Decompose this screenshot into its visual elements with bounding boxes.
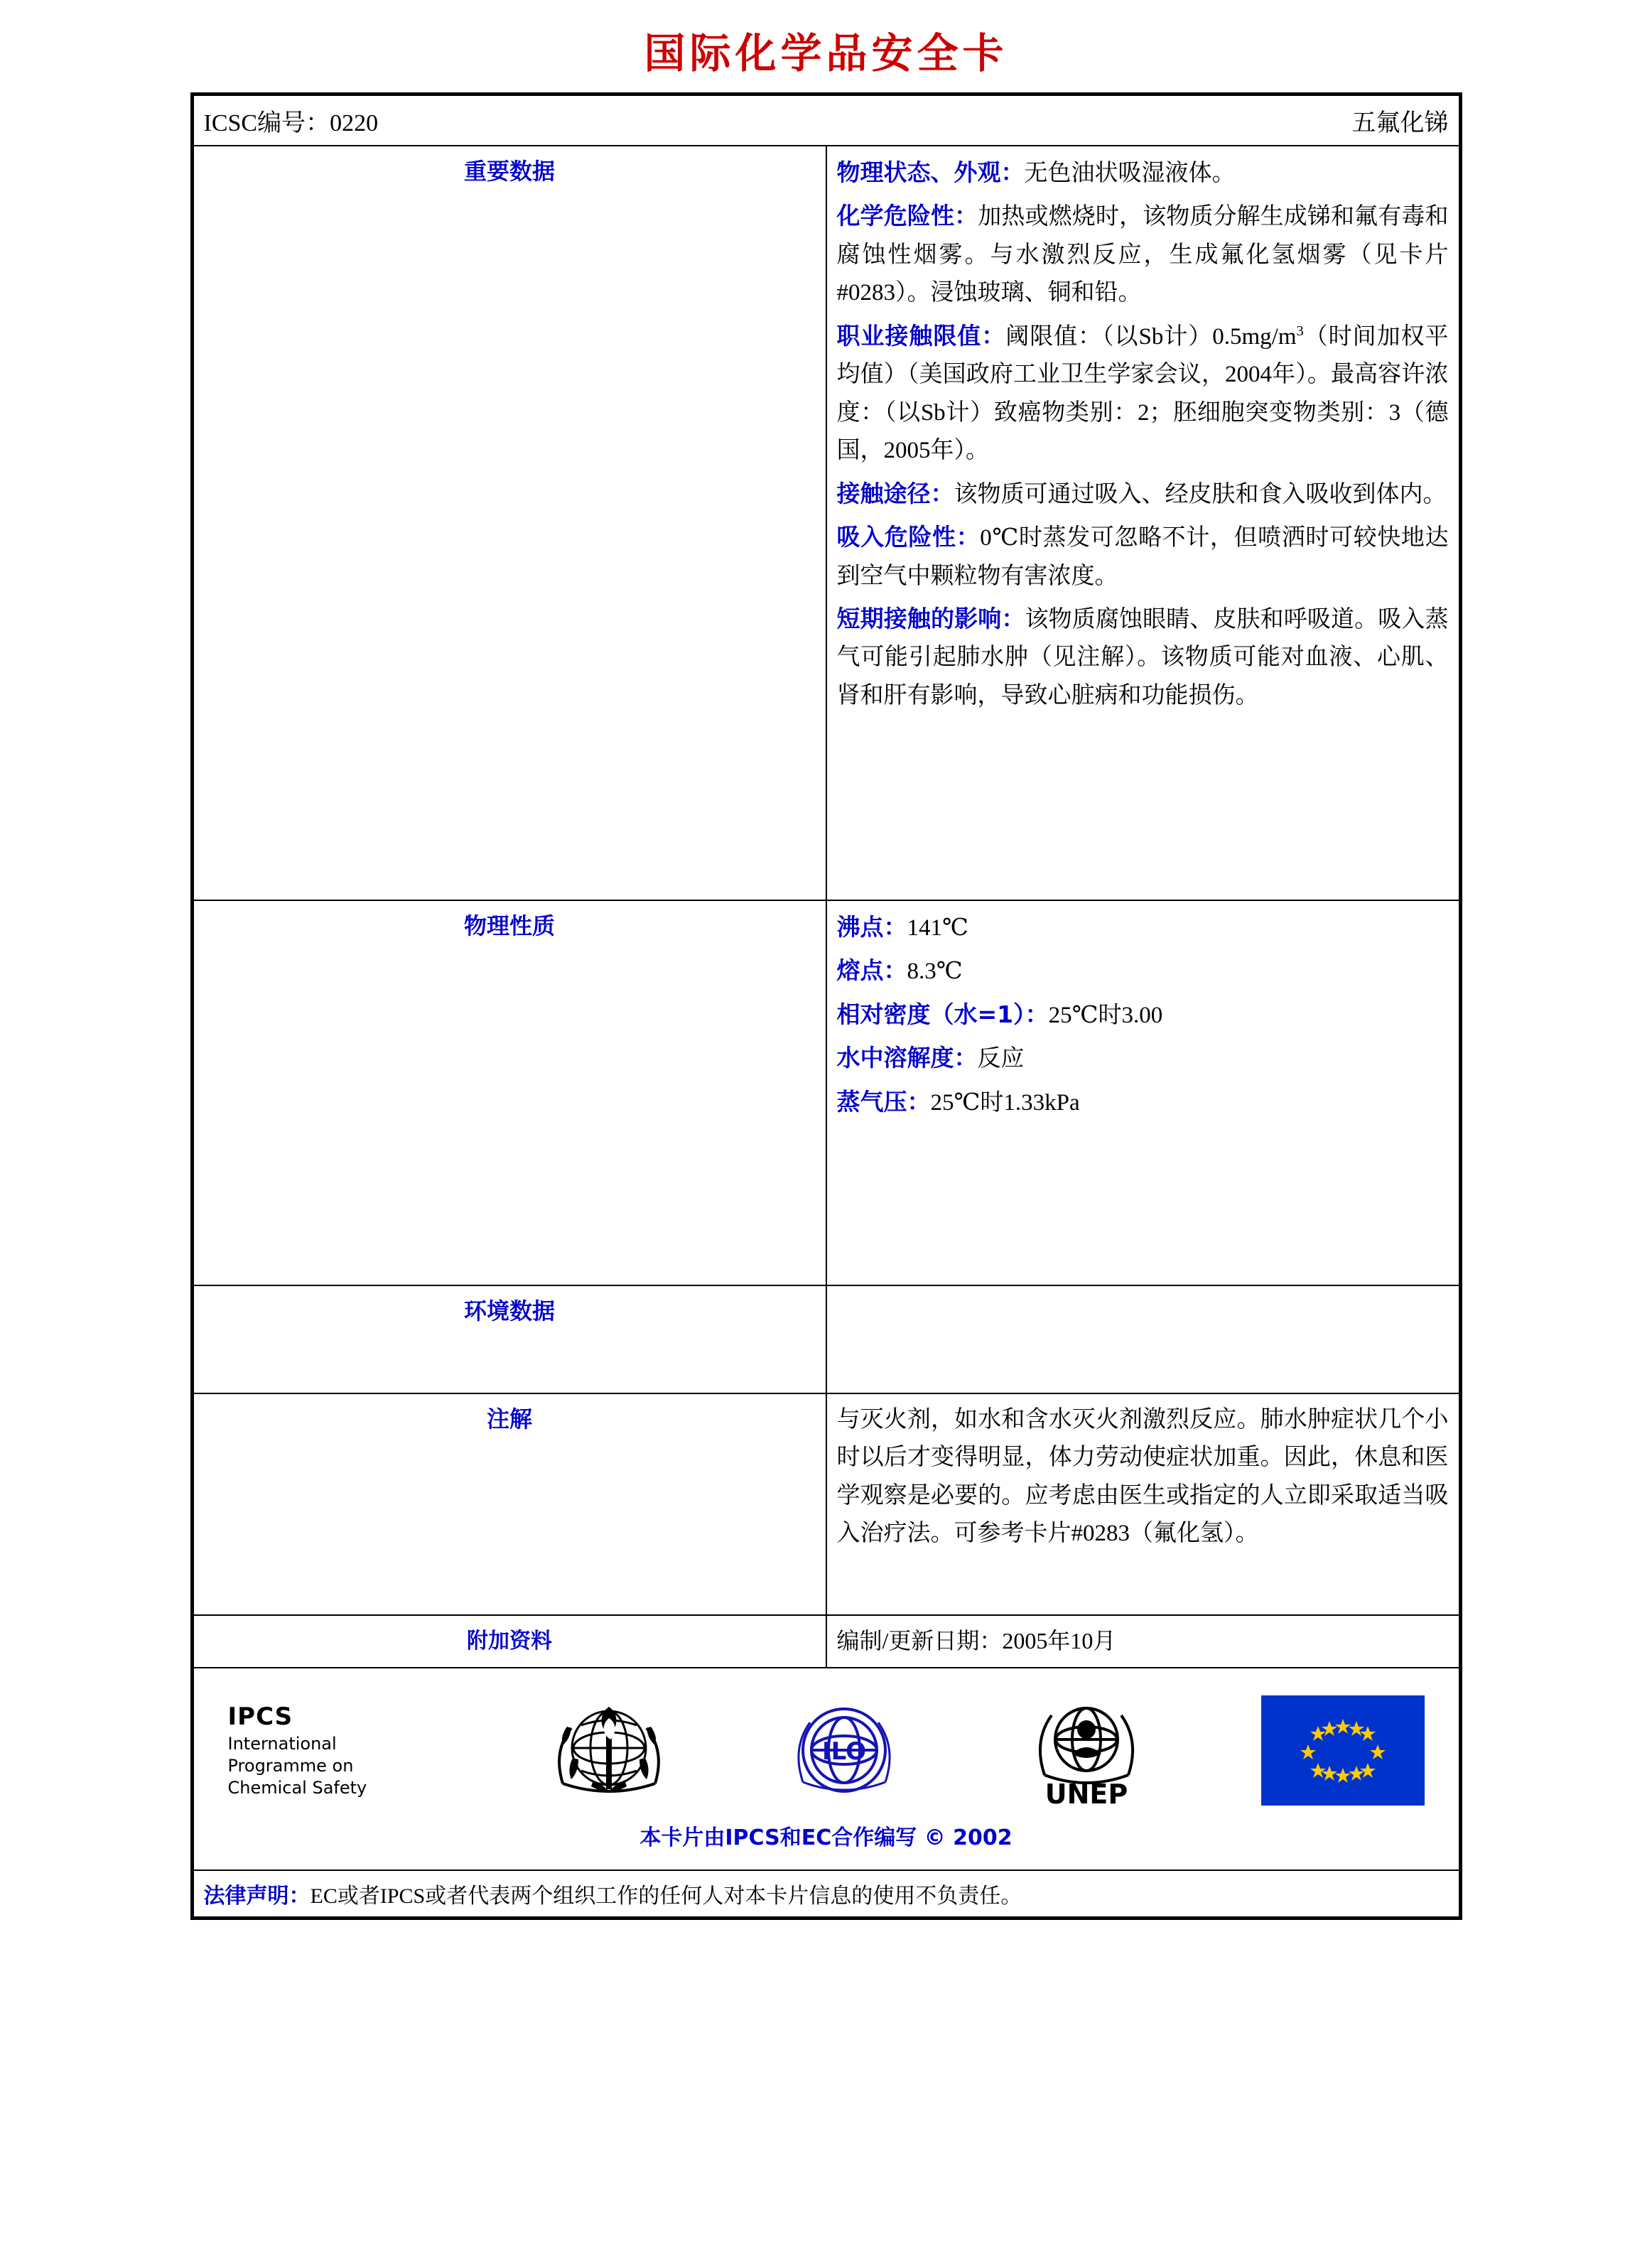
entry-chemical-hazards [837, 197, 1449, 312]
physical-properties-content [826, 900, 1459, 1285]
entry-value: 反应 [977, 1046, 1025, 1072]
physical-properties-row [193, 900, 1459, 1285]
additional-info-row [193, 1615, 1459, 1668]
environmental-data-content [826, 1285, 1459, 1393]
unep-label: UNEP [1044, 1778, 1128, 1810]
entry-key: 熔点： [836, 956, 907, 985]
entry-routes-of-exposure [837, 475, 1449, 514]
entry-value-part2: （时间加权平均值）（美国政府工业卫生学家会议，2004年）。最高容许浓度：（以Sb计）致癌物类别：2；胚细胞突变物类别：3（德国，2005年）。 [836, 323, 1449, 464]
entry-value: 0℃时蒸发可忽略不计，但喷洒时可较快地达到空气中颗粒物有害浓度。 [836, 525, 1449, 589]
entry-value: 该物质腐蚀眼睛、皮肤和呼吸道。吸入蒸气可能引起肺水肿（见注解）。该物质可能对血液、心肌、肾和肝有影响，导致心脏病和功能损伤。 [836, 606, 1449, 708]
entry-vapour-pressure [837, 1083, 1449, 1122]
who-logo-icon [541, 1690, 676, 1811]
entry-value: 无色油状吸湿液体。 [1024, 161, 1236, 186]
svg-text:ILO: ILO [821, 1737, 866, 1766]
additional-info-content: 编制/更新日期：2005年10月 [826, 1615, 1459, 1668]
icsc-number-value: 0220 [330, 110, 379, 136]
entry-value: 加热或燃烧时，该物质分解生成锑和氟有毒和腐蚀性烟雾。与水激烈反应，生成氟化氢烟雾（见卡片#0283）。浸蚀玻璃、铜和铅。 [836, 204, 1449, 306]
icsc-number-label: ICSC编号： [203, 110, 330, 136]
entry-key: 接触途径： [836, 479, 954, 507]
entry-physical-state [837, 153, 1449, 193]
ipcs-title: IPCS [227, 1703, 293, 1732]
ipcs-subtitle-line-3: Chemical Safety [227, 1778, 367, 1798]
logo-strip [204, 1676, 1449, 1817]
entry-key: 物理状态、外观： [836, 158, 1025, 186]
entry-value: 8.3℃ [907, 959, 963, 985]
row-label-environmental-data: 环境数据 [193, 1285, 826, 1393]
row-label-notes: 注解 [193, 1393, 826, 1615]
ilo-logo-icon [777, 1690, 912, 1811]
entry-boiling-point [837, 908, 1449, 947]
entry-value: 25℃时3.00 [1048, 1002, 1163, 1028]
row-label-additional-info: 附加资料 [193, 1615, 826, 1668]
entry-value: 141℃ [907, 915, 968, 941]
entry-key: 沸点： [836, 913, 907, 941]
card-header-row [193, 95, 1459, 146]
page-title: 国际化学品安全卡 [644, 29, 1008, 77]
environmental-data-row [193, 1285, 1459, 1393]
entry-melting-point [837, 951, 1449, 991]
entry-value: 该物质可通过吸入、经皮肤和食入吸收到体内。 [954, 481, 1447, 507]
entry-value: 25℃时1.33kPa [930, 1089, 1080, 1116]
row-label-physical-properties: 物理性质 [193, 900, 826, 1285]
ipcs-subtitle-line-2: Programme on [227, 1755, 354, 1776]
credit-text: 本卡片由IPCS和EC合作编写 [639, 1825, 917, 1850]
eu-flag-icon [1261, 1695, 1425, 1806]
entry-key: 相对密度（水=1）： [836, 1000, 1049, 1028]
entry-value-superscript: 3 [1296, 323, 1304, 339]
logos-cell [193, 1668, 1459, 1870]
entry-key: 短期接触的影响： [836, 604, 1025, 632]
entry-key: 吸入危险性： [836, 523, 981, 551]
entry-water-solubility [837, 1039, 1449, 1078]
entry-relative-density [837, 996, 1449, 1035]
important-data-row [193, 146, 1459, 900]
icsc-table [193, 95, 1460, 1918]
unep-logo-icon [1012, 1688, 1161, 1813]
entry-occupational-exposure-limits [837, 317, 1449, 470]
substance-name: 五氟化锑 [1351, 110, 1449, 136]
entry-inhalation-risk [837, 518, 1449, 595]
row-label-important-data: 重要数据 [193, 146, 826, 900]
important-data-content [826, 146, 1459, 900]
entry-key: 水中溶解度： [836, 1044, 978, 1072]
credit-line [204, 1817, 1449, 1862]
legal-cell [193, 1870, 1459, 1917]
legal-label: 法律声明： [203, 1883, 311, 1909]
entry-value-part1: 阈限值：（以Sb计）0.5mg/m [1005, 323, 1297, 350]
legal-text: EC或者IPCS或者代表两个组织工作的任何人对本卡片信息的使用不负责任。 [310, 1884, 1022, 1908]
copyright-text: © 2002 [924, 1825, 1013, 1850]
icsc-card [190, 92, 1462, 1920]
logos-row [193, 1668, 1459, 1870]
entry-key: 职业接触限值： [836, 321, 1006, 350]
notes-row [193, 1393, 1459, 1615]
icsc-number-group [204, 103, 379, 138]
entry-key: 化学危险性： [836, 202, 978, 230]
notes-content: 与灭火剂，如水和含水灭火剂激烈反应。肺水肿症状几个小时以后才变得明显，体力劳动使症状加重。因此，休息和医学观察是必要的。应考虑由医生或指定的人立即采取适当吸入治疗法。可参考卡片#0283（氟化氢）。 [826, 1393, 1459, 1615]
ipcs-text-block [228, 1701, 441, 1799]
page [0, 20, 1652, 2266]
ipcs-subtitle-line-1: International [227, 1733, 337, 1754]
entry-short-term-exposure-effects [837, 600, 1449, 715]
entry-key: 蒸气压： [836, 1087, 931, 1116]
card-header-cell [193, 95, 1459, 146]
legal-row [193, 1870, 1459, 1917]
